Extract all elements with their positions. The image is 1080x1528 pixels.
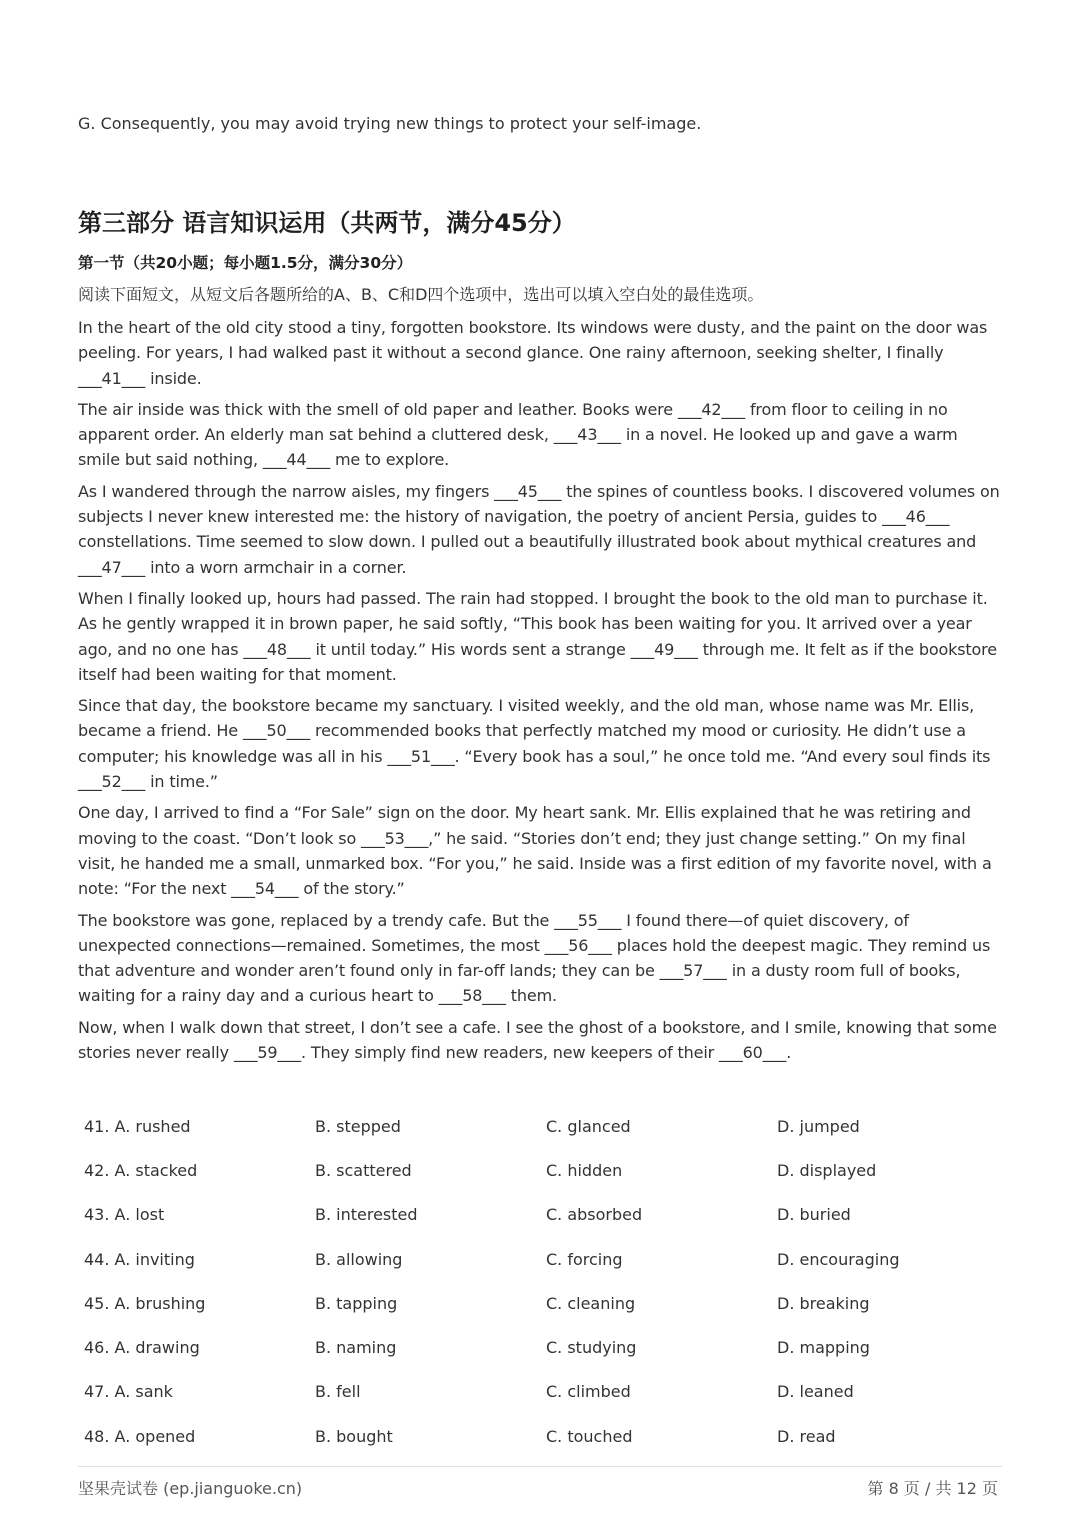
instruction-text: 阅读下面短文，从短文后各题所给的A、B、C和D四个选项中，选出可以填入空白处的最佳选项。 [78, 285, 764, 304]
sub-section-title: 第一节（共20小题；每小题1.5分，满分30分） [78, 254, 413, 272]
cloze-passage [78, 315, 1002, 1071]
option-b: B. bought [315, 1426, 393, 1446]
option-c: C. glanced [546, 1116, 631, 1136]
option-c: C. forcing [546, 1249, 623, 1269]
passage-paragraph: As I wandered through the narrow aisles, my fingers ___45___ the spines of countless books. I discovered volumes on subjects I never knew interested me: the history of navigation, the poetry of ancient Persia, guides to ___46___ constellations. Time seemed to slow down. I pulled out a beautifully illustrated book about mythical creatures and ___47___ into a worn armchair in a corner. [78, 481, 1000, 577]
question-row-42 [84, 1148, 1008, 1192]
page-number: 第 8 页 / 共 12 页 [867, 1479, 998, 1498]
option-c: C. climbed [546, 1382, 631, 1402]
passage-paragraph: In the heart of the old city stood a tiny, forgotten bookstore. Its windows were dusty, and the paint on the door was peeling. For years, I had walked past it without a second glance. One rainy afternoon, seeking shelter, I finally ___41___ inside. [78, 318, 988, 388]
option-b: B. stepped [315, 1116, 401, 1136]
question-row-45 [84, 1281, 1008, 1325]
question-row-43 [84, 1193, 1008, 1237]
option-b: B. scattered [315, 1160, 412, 1180]
passage-paragraph: The air inside was thick with the smell of old paper and leather. Books were ___42___ from floor to ceiling in no apparent order. An elderly man sat behind a cluttered desk, ___43___ in a novel. He looked up and gave a warm smile but said nothing, ___44___ me to explore. [78, 399, 958, 470]
option-a: 48. A. opened [84, 1426, 196, 1446]
section-title: 第三部分 语言知识运用（共两节，满分45分） [78, 209, 576, 237]
footer-divider [78, 1466, 1002, 1467]
option-a: 45. A. brushing [84, 1293, 206, 1313]
option-a: 44. A. inviting [84, 1249, 195, 1269]
option-c: C. studying [546, 1338, 637, 1358]
option-a: 46. A. drawing [84, 1338, 200, 1358]
option-d: D. breaking [777, 1293, 870, 1313]
passage-paragraph: When I finally looked up, hours had passed. The rain had stopped. I brought the book to the old man to purchase it. As he gently wrapped it in brown paper, he said softly, “This book has been waiting for you. It arrived over a year ago, and no one has ___48___ it until today.” His words sent a strange ___49___ through me. It felt as if the bookstore itself had been waiting for that moment. [78, 588, 997, 684]
option-d: D. leaned [777, 1382, 854, 1402]
option-d: D. buried [777, 1205, 851, 1225]
passage-paragraph: The bookstore was gone, replaced by a trendy cafe. But the ___55___ I found there—of quiet discovery, of unexpected connections—remained. Sometimes, the most ___56___ places hold the deepest magic. They remind us that adventure and wonder aren’t found only in far-off lands; they can be ___57___ in a dusty room full of books, waiting for a rainy day and a curious heart to ___58___ them. [78, 910, 991, 1006]
option-d: D. encouraging [777, 1249, 900, 1269]
footer-source: 坚果壳试卷 (ep.jianguoke.cn) [78, 1479, 303, 1498]
previous-option-g: G. Consequently, you may avoid trying new things to protect your self-image. [78, 114, 702, 133]
answer-options [84, 1104, 1008, 1458]
option-b: B. allowing [315, 1249, 403, 1269]
question-row-44 [84, 1237, 1008, 1281]
option-a: 47. A. sank [84, 1382, 173, 1402]
option-a: 42. A. stacked [84, 1160, 198, 1180]
option-d: D. jumped [777, 1116, 860, 1136]
option-b: B. fell [315, 1382, 361, 1402]
option-d: D. read [777, 1426, 836, 1446]
option-c: C. hidden [546, 1160, 623, 1180]
question-row-46 [84, 1325, 1008, 1369]
option-b: B. tapping [315, 1293, 398, 1313]
option-c: C. absorbed [546, 1205, 643, 1225]
question-row-48 [84, 1414, 1008, 1458]
option-a: 43. A. lost [84, 1205, 165, 1225]
option-d: D. mapping [777, 1338, 870, 1358]
option-c: C. cleaning [546, 1293, 636, 1313]
option-b: B. naming [315, 1338, 397, 1358]
question-row-47 [84, 1370, 1008, 1414]
option-b: B. interested [315, 1205, 418, 1225]
option-a: 41. A. rushed [84, 1116, 191, 1136]
question-row-41 [84, 1104, 1008, 1148]
option-c: C. touched [546, 1426, 633, 1446]
passage-paragraph: Since that day, the bookstore became my sanctuary. I visited weekly, and the old man, whose name was Mr. Ellis, became a friend. He ___50___ recommended books that perfectly matched my mood or curiosity. He didn’t use a computer; his knowledge was all in his ___51___. “Every book has a soul,” he once told me. “And every soul finds its ___52___ in time.” [78, 696, 991, 792]
option-d: D. displayed [777, 1160, 877, 1180]
passage-paragraph: Now, when I walk down that street, I don’t see a cafe. I see the ghost of a bookstore, and I smile, knowing that some stories never really ___59___. They simply find new readers, new keepers of their ___60___. [78, 1017, 997, 1063]
passage-paragraph: One day, I arrived to find a “For Sale” sign on the door. My heart sank. Mr. Ellis explained that he was retiring and moving to the coast. “Don’t look so ___53___,” he said. “Stories don’t end; they just change setting.” On my final visit, he handed me a small, unmarked box. “For you,” he said. Inside was a first edition of my favorite novel, with a note: “For the next ___54___ of the story.” [78, 803, 992, 899]
